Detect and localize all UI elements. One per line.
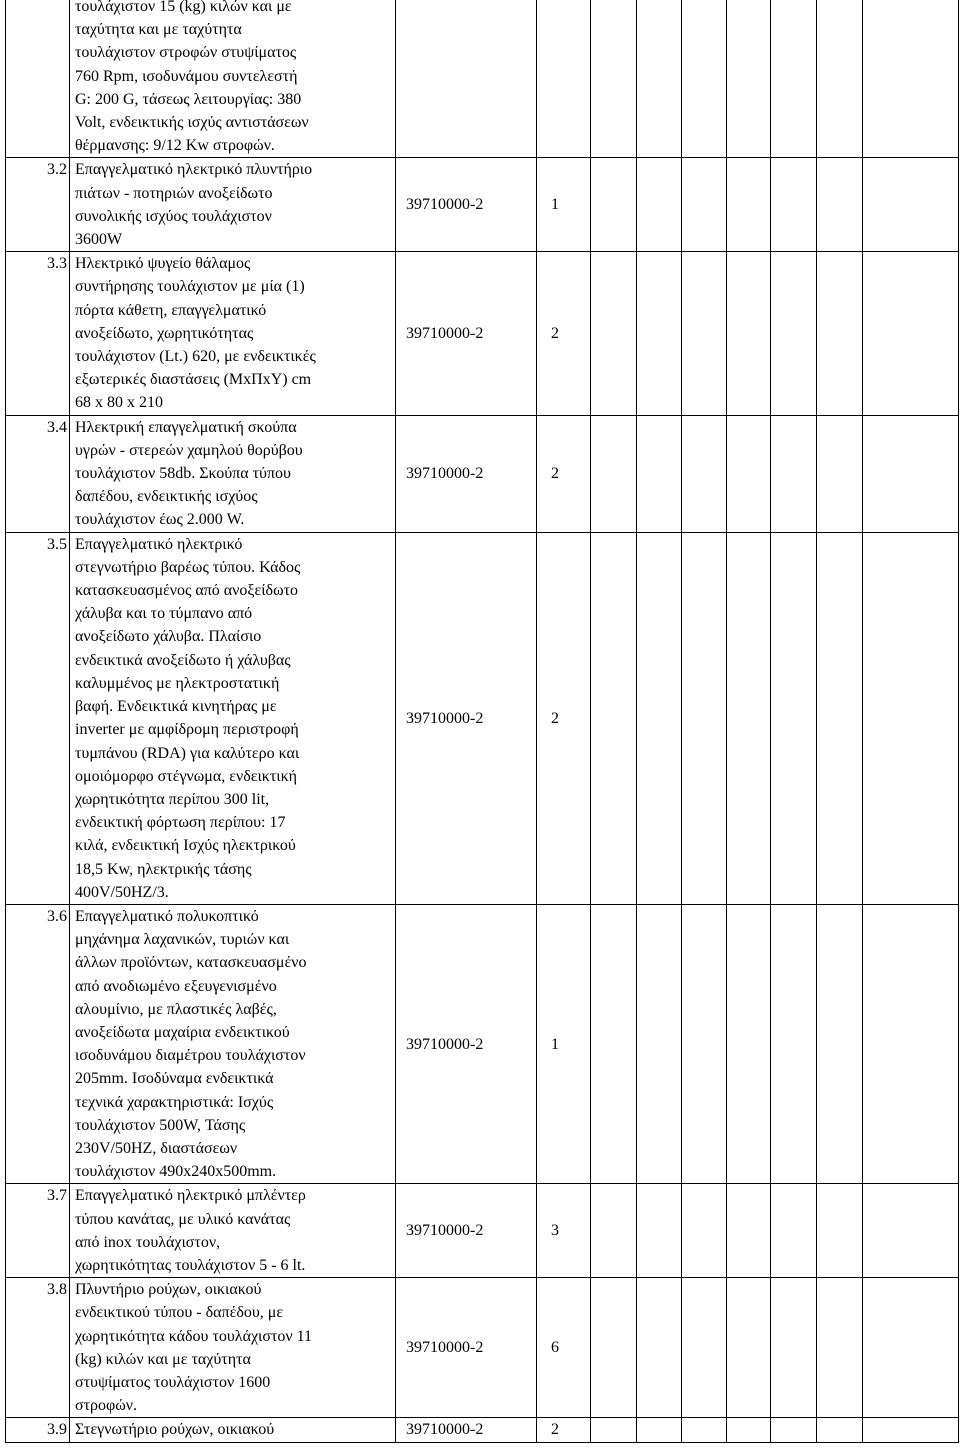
item-description — [70, 0, 396, 158]
description-line: κατασκευασμένος από ανοξείδωτο — [75, 582, 299, 600]
empty-cell — [727, 904, 771, 1183]
description-line: χωρητικότητας τουλάχιστον 5 - 6 lt. — [75, 1256, 306, 1274]
description-line: συντήρησης τουλάχιστον με μία (1) — [75, 278, 305, 296]
empty-cell — [637, 1184, 682, 1278]
empty-cell — [591, 0, 637, 158]
empty-cell — [817, 252, 863, 415]
description-line: (kg) κιλών και με ταχύτητα — [75, 1350, 251, 1368]
description-line: Στεγνωτήριο ρούχων, οικιακού — [75, 1421, 275, 1439]
description-line: τουλάχιστον στροφών στυψίματος — [75, 44, 297, 62]
empty-cell — [863, 1184, 959, 1278]
empty-cell — [863, 532, 959, 904]
table-row — [6, 1278, 959, 1418]
item-description — [70, 1184, 396, 1278]
empty-cell — [682, 532, 727, 904]
description-line: ενδεικτικού τύπου - δαπέδου, με — [75, 1304, 284, 1322]
empty-cell — [817, 532, 863, 904]
empty-cell — [863, 252, 959, 415]
empty-cell — [682, 1418, 727, 1442]
empty-cell — [771, 1278, 817, 1418]
item-description — [70, 252, 396, 415]
items-table — [5, 0, 959, 1443]
description-line: χωρητικότητα κάδου τουλάχιστον 11 — [75, 1327, 313, 1345]
description-line: 205mm. Ισοδύναμα ενδεικτικά — [75, 1070, 274, 1088]
empty-cell — [863, 415, 959, 532]
empty-cell — [817, 1418, 863, 1442]
empty-cell — [682, 252, 727, 415]
description-line: τουλάχιστον 15 (kg) κιλών και με — [75, 0, 292, 15]
quantity: 3 — [537, 1184, 591, 1278]
description-line: δαπέδου, ενδεικτικής ισχύος — [75, 488, 258, 506]
quantity: 2 — [537, 415, 591, 532]
description-line: κιλά, ενδεικτική Ισχύς ηλεκτρικού — [75, 837, 296, 855]
empty-cell — [817, 415, 863, 532]
cpv-code: 39710000-2 — [396, 904, 537, 1183]
description-line: G: 200 G, τάσεως λειτουργίας: 380 — [75, 90, 302, 108]
description-line: 18,5 Kw, ηλεκτρικής τάσης — [75, 860, 252, 878]
empty-cell — [771, 0, 817, 158]
item-number: 3.8 — [6, 1278, 70, 1418]
table-row — [6, 252, 959, 415]
description-line: χάλυβα και το τύμπανο από — [75, 605, 253, 623]
empty-cell — [637, 904, 682, 1183]
description-line: 68 x 80 x 210 — [75, 394, 163, 412]
empty-cell — [682, 158, 727, 252]
item-number: 3.4 — [6, 415, 70, 532]
description-line: στυψίματος τουλάχιστον 1600 — [75, 1373, 271, 1391]
description-line: συνολικής ισχύος τουλάχιστον — [75, 207, 272, 225]
empty-cell — [727, 1278, 771, 1418]
empty-cell — [817, 904, 863, 1183]
item-description — [70, 1278, 396, 1418]
description-line: τεχνικά χαρακτηριστικά: Ισχύς — [75, 1093, 274, 1111]
quantity: 1 — [537, 158, 591, 252]
item-number: 3.3 — [6, 252, 70, 415]
item-number: 3.2 — [6, 158, 70, 252]
empty-cell — [727, 1184, 771, 1278]
empty-cell — [727, 415, 771, 532]
item-description — [70, 904, 396, 1183]
cpv-code: 39710000-2 — [396, 1278, 537, 1418]
description-line: ανοξείδωτο, χωρητικότητας — [75, 324, 254, 342]
description-line: ταχύτητα και με ταχύτητα — [75, 21, 242, 39]
empty-cell — [637, 1278, 682, 1418]
description-line: ανοξείδωτα μαχαίρια ενδεικτικού — [75, 1023, 290, 1041]
empty-cell — [727, 252, 771, 415]
empty-cell — [863, 1278, 959, 1418]
description-line: 760 Rpm, ισοδυνάμου συντελεστή — [75, 67, 298, 85]
item-description — [70, 1418, 396, 1442]
cpv-code: 39710000-2 — [396, 252, 537, 415]
description-line: ανοξείδωτο χάλυβα. Πλαίσιο — [75, 628, 262, 646]
item-number — [6, 0, 70, 158]
description-line: Ηλεκτρική επαγγελματική σκούπα — [75, 418, 297, 436]
table-row — [6, 158, 959, 252]
description-line: Πλυντήριο ρούχων, οικιακού — [75, 1281, 262, 1299]
description-line: Επαγγελματικό ηλεκτρικό — [75, 535, 243, 553]
description-line: θέρμανσης: 9/12 Kw στροφών. — [75, 137, 275, 155]
description-line: υγρών - στερεών χαμηλού θορύβου — [75, 441, 303, 459]
description-line: τύπου κανάτας, με υλικό κανάτας — [75, 1210, 291, 1228]
empty-cell — [637, 1418, 682, 1442]
empty-cell — [591, 158, 637, 252]
description-line: βαφή. Ενδεικτικά κινητήρας με — [75, 698, 277, 716]
empty-cell — [637, 252, 682, 415]
table-row — [6, 415, 959, 532]
description-line: 400V/50HZ/3. — [75, 883, 169, 901]
description-line: πόρτα κάθετη, επαγγελματικό — [75, 301, 267, 319]
empty-cell — [771, 532, 817, 904]
description-line: ομοιόμορφο στέγνωμα, ενδεικτική — [75, 767, 297, 785]
empty-cell — [727, 158, 771, 252]
cpv-code: 39710000-2 — [396, 1418, 537, 1442]
empty-cell — [591, 252, 637, 415]
item-description — [70, 532, 396, 904]
empty-cell — [682, 1278, 727, 1418]
description-line: inverter με αμφίδρομη περιστροφή — [75, 721, 299, 739]
empty-cell — [771, 252, 817, 415]
empty-cell — [817, 158, 863, 252]
empty-cell — [863, 904, 959, 1183]
table-row — [6, 532, 959, 904]
empty-cell — [637, 0, 682, 158]
item-description — [70, 158, 396, 252]
empty-cell — [771, 158, 817, 252]
description-line: τουλάχιστον 58db. Σκούπα τύπου — [75, 465, 291, 483]
description-line: Επαγγελματικό πολυκοπτικό — [75, 907, 259, 925]
cpv-code: 39710000-2 — [396, 1184, 537, 1278]
empty-cell — [637, 158, 682, 252]
table-row — [6, 904, 959, 1183]
cpv-code: 39710000-2 — [396, 415, 537, 532]
table-row — [6, 1184, 959, 1278]
description-line: αλουμίνιο, με πλαστικές λαβές, — [75, 1000, 277, 1018]
empty-cell — [727, 0, 771, 158]
description-line: ενδεικτικά ανοξείδωτο ή χάλυβας — [75, 651, 291, 669]
empty-cell — [863, 0, 959, 158]
empty-cell — [727, 1418, 771, 1442]
description-line: τουλάχιστον 500W, Τάσης — [75, 1116, 246, 1134]
table-row — [6, 0, 959, 158]
description-line: από inox τουλάχιστον, — [75, 1233, 221, 1251]
description-line: μηχάνημα λαχανικών, τυριών και — [75, 931, 290, 949]
cpv-code: 39710000-2 — [396, 532, 537, 904]
empty-cell — [771, 1184, 817, 1278]
empty-cell — [863, 1418, 959, 1442]
quantity: 2 — [537, 532, 591, 904]
item-number: 3.5 — [6, 532, 70, 904]
quantity: 1 — [537, 904, 591, 1183]
quantity: 6 — [537, 1278, 591, 1418]
empty-cell — [682, 904, 727, 1183]
empty-cell — [591, 415, 637, 532]
item-number: 3.6 — [6, 904, 70, 1183]
cpv-code: 39710000-2 — [396, 158, 537, 252]
empty-cell — [637, 415, 682, 532]
empty-cell — [817, 1184, 863, 1278]
description-line: τυμπάνου (RDA) για καλύτερο και — [75, 744, 300, 762]
item-description — [70, 415, 396, 532]
empty-cell — [771, 1418, 817, 1442]
description-line: καλυμμένος με ηλεκτροστατική — [75, 674, 280, 692]
description-line: στροφών. — [75, 1397, 138, 1415]
quantity: 2 — [537, 252, 591, 415]
description-line: πιάτων - ποτηριών ανοξείδωτο — [75, 184, 273, 202]
description-line: Επαγγελματικό ηλεκτρικό πλυντήριο — [75, 161, 313, 179]
empty-cell — [817, 0, 863, 158]
description-line: Ηλεκτρικό ψυγείο θάλαμος — [75, 255, 251, 273]
empty-cell — [682, 415, 727, 532]
description-line: τουλάχιστον 490x240x500mm. — [75, 1163, 277, 1181]
description-line: τουλάχιστον έως 2.000 W. — [75, 511, 245, 529]
empty-cell — [817, 1278, 863, 1418]
description-line: εξωτερικές διαστάσεις (ΜxΠxΥ) cm — [75, 371, 312, 389]
description-line: από ανοδιωμένο εξευγενισμένο — [75, 977, 277, 995]
description-line: άλλων προϊόντων, κατασκευασμένο — [75, 954, 307, 972]
empty-cell — [727, 532, 771, 904]
empty-cell — [591, 904, 637, 1183]
description-line: Volt, ενδεικτικής ισχύς αντιστάσεων — [75, 114, 309, 132]
empty-cell — [591, 1418, 637, 1442]
empty-cell — [591, 1278, 637, 1418]
quantity: 2 — [537, 1418, 591, 1442]
empty-cell — [863, 158, 959, 252]
empty-cell — [771, 415, 817, 532]
empty-cell — [591, 1184, 637, 1278]
empty-cell — [682, 0, 727, 158]
description-line: στεγνωτήριο βαρέως τύπου. Κάδος — [75, 558, 301, 576]
description-line: ενδεικτική φόρτωση περίπου: 17 — [75, 814, 286, 832]
description-line: Επαγγελματικό ηλεκτρικό μπλέντερ — [75, 1187, 306, 1205]
description-line: τουλάχιστον (Lt.) 620, με ενδεικτικές — [75, 348, 316, 366]
cpv-code — [396, 0, 537, 158]
description-line: 230V/50HZ, διαστάσεων — [75, 1139, 238, 1157]
empty-cell — [591, 532, 637, 904]
quantity — [537, 0, 591, 158]
item-number: 3.9 — [6, 1418, 70, 1442]
table-row — [6, 1418, 959, 1442]
empty-cell — [771, 904, 817, 1183]
description-line: χωρητικότητα περίπου 300 lit, — [75, 790, 270, 808]
description-line: 3600W — [75, 231, 123, 249]
empty-cell — [637, 532, 682, 904]
item-number: 3.7 — [6, 1184, 70, 1278]
table-body — [6, 0, 959, 1442]
description-line: ισοδυνάμου διαμέτρου τουλάχιστον — [75, 1047, 306, 1065]
empty-cell — [682, 1184, 727, 1278]
